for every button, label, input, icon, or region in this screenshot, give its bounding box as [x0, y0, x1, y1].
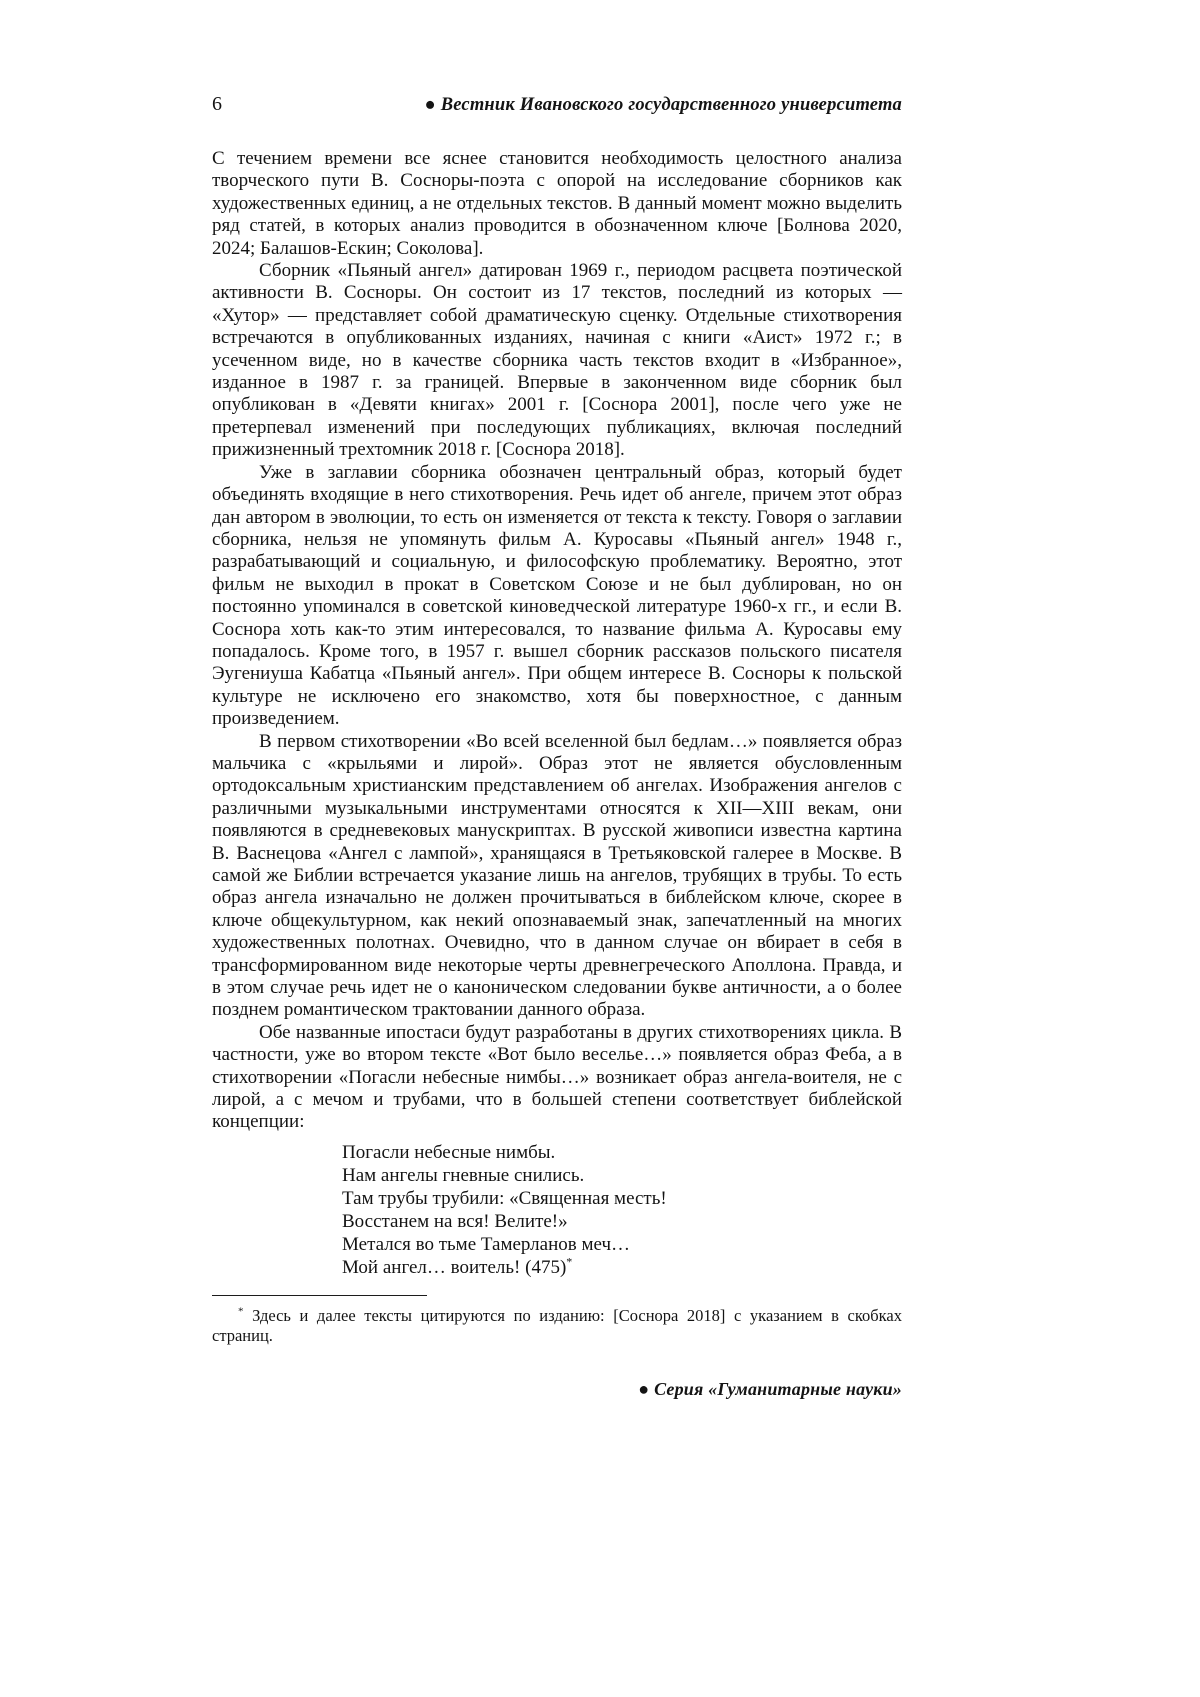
- footnote-separator: [212, 1295, 427, 1296]
- page-header: [212, 93, 902, 116]
- body-paragraph: С течением времени все яснее становится необходимость целостного анализа творческого пути В. Сосноры-поэта с опорой на исследование сборников как художественных единиц, а не отдельных текстов. В данный момент можно выделить ряд статей, в которых анализ проводится в обозначенном ключе [Болнова 2020, 2024; Балашов-Ескин; Соколова].: [212, 148, 902, 259]
- article-body: [212, 148, 902, 1134]
- series-title: ● Серия «Гуманитарные науки»: [638, 1378, 902, 1399]
- footnote-marker: *: [238, 1305, 244, 1318]
- footnote-text: Здесь и далее тексты цитируются по изданию: [Соснора 2018] с указанием в скобках страниц.: [212, 1305, 902, 1346]
- quote-line: Метался во тьме Тамерланов меч…: [342, 1233, 630, 1255]
- body-paragraph: Уже в заглавии сборника обозначен центральный образ, который будет объединять входящие в него стихотворения. Речь идет об ангеле, причем этот образ дан автором в эволюции, то есть он изменяется от текста к тексту. Говоря о заглавии сборника, нельзя не упомянуть фильм А. Куросавы «Пьяный ангел» 1948 г., разрабатывающий и социальную, и философскую проблематику. Вероятно, этот фильм не выходил в прокат в Советском Союзе и не был дублирован, но он постоянно упоминался в советской киноведческой литературе 1960-х гг., и если В. Соснора хоть как-то этим интересовался, то название фильма А. Куросавы ему попадалось. Кроме того, в 1957 г. вышел сборник рассказов польского писателя Эугениуша Кабатца «Пьяный ангел». При общем интересе В. Сосноры к польской культуре не исключено его знакомство, хотя бы поверхностное, с данным произведением.: [212, 461, 902, 730]
- quote-line: Восстанем на вся! Велите!»: [342, 1210, 568, 1232]
- journal-title: ● Вестник Ивановского государственного университета: [424, 95, 902, 115]
- quote-line: Там трубы трубили: «Священная месть!: [342, 1187, 667, 1209]
- body-paragraph: Сборник «Пьяный ангел» датирован 1969 г., периодом расцвета поэтической активности В. Сосноры. Он состоит из 17 текстов, последний из которых — «Хутор» — представляет собой драматическую сценку. Отдельные стихотворения встречаются в опубликованных изданиях, начиная с книги «Аист» 1972 г.; в усеченном виде, но в качестве сборника часть текстов входит в «Избранное», изданное в 1987 г. за границей. Впервые в законченном виде сборник был опубликован в «Девяти книгах» 2001 г. [Соснора 2001], после чего уже не претерпевал изменений при последующих публикациях, включая последний прижизненный трехтомник 2018 г. [Соснора 2018].: [212, 260, 902, 461]
- quote-line-text: Мой ангел… воитель! (475): [342, 1256, 567, 1278]
- page-number: 6: [212, 93, 222, 115]
- poem-quote: [342, 1141, 902, 1279]
- footnote: [212, 1306, 902, 1347]
- page-content: [212, 93, 902, 1400]
- page-footer: [212, 1379, 902, 1400]
- body-paragraph: В первом стихотворении «Во всей вселенной был бедлам…» появляется образ мальчика с «крыльями и лирой». Образ этот не является обусловленным ортодоксальным христианским представлением об ангелах. Изображения ангелов с различными музыкальными инструментами относятся к XII—XIII векам, они появляются в средневековых манускриптах. В русской живописи известна картина В. Васнецова «Ангел с лампой», хранящаяся в Третьяковской галерее в Москве. В самой же Библии встречается указание лишь на ангелов, трубящих в трубы. То есть образ ангела изначально не должен прочитываться в библейском ключе, скорее в ключе общекультурном, как некий опознаваемый знак, запечатленный на многих художественных полотнах. Очевидно, что в данном случае он вбирает в себя в трансформированном виде некоторые черты древнегреческого Аполлона. Правда, и в этом случае речь идет не о каноническом следовании букве античности, а о более позднем романтическом трактовании данного образа.: [212, 730, 902, 1021]
- body-paragraph: Обе названные ипостаси будут разработаны в других стихотворениях цикла. В частности, уже во втором тексте «Вот было веселье…» появляется образ Феба, а в стихотворении «Погасли небесные нимбы…» возникает образ ангела-воителя, не с лирой, а с мечом и трубами, что в большей степени соответствует библейской концепции:: [212, 1021, 902, 1133]
- quote-line: Погасли небесные нимбы.: [342, 1141, 556, 1163]
- quote-line: [342, 1256, 902, 1279]
- quote-line: Нам ангелы гневные снились.: [342, 1164, 585, 1186]
- footnote-ref-superscript: *: [566, 1254, 573, 1269]
